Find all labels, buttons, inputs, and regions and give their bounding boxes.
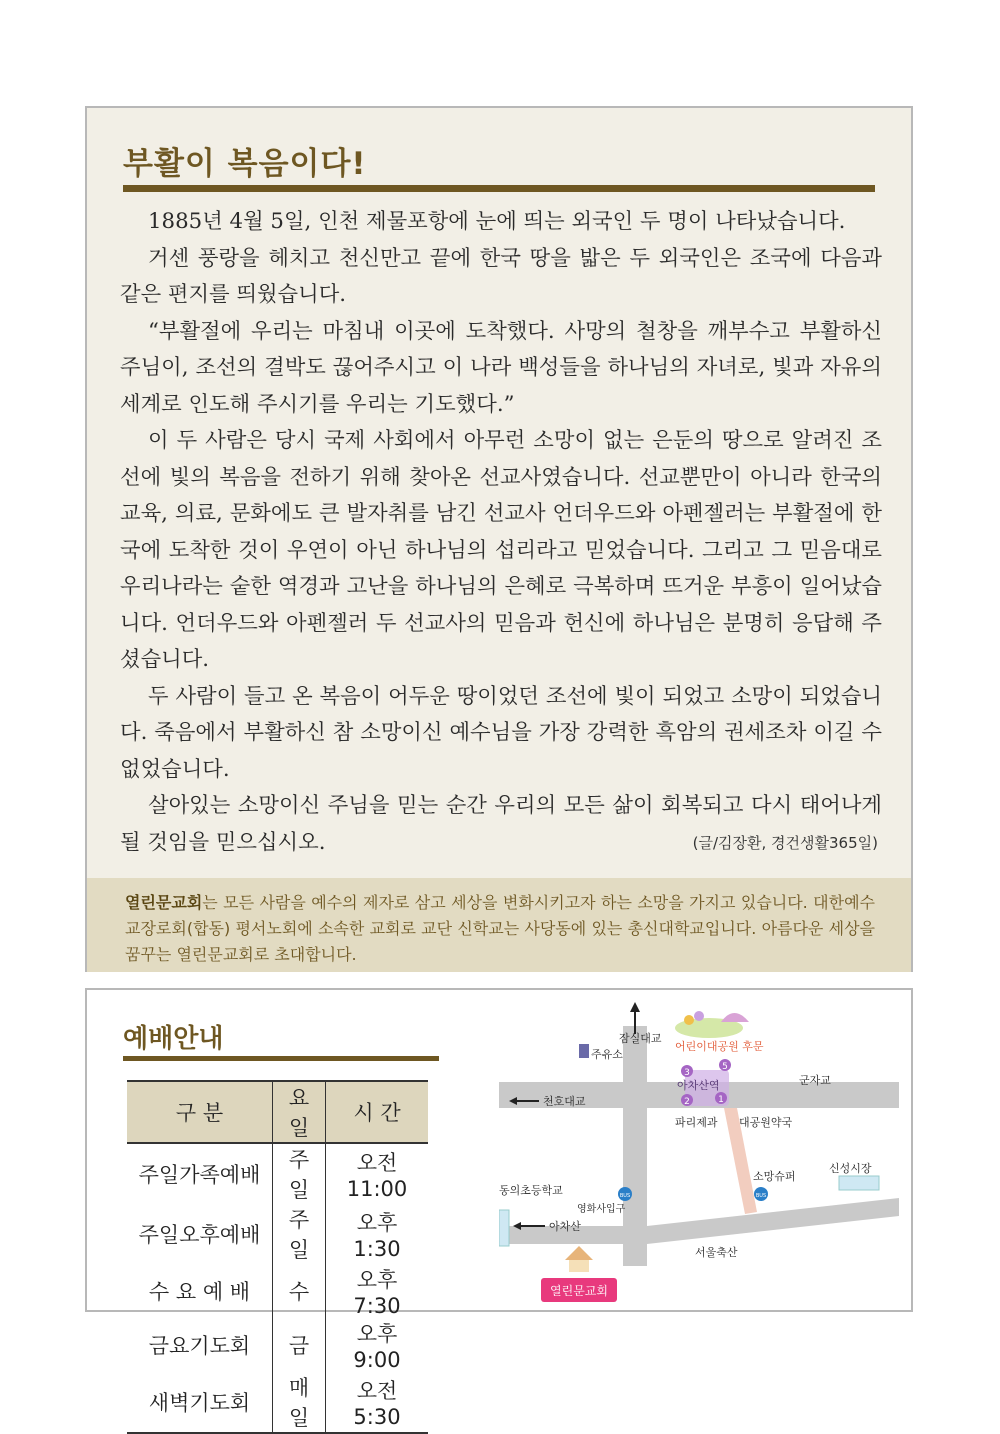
- worship-schedule-table: [127, 1080, 428, 1434]
- umbrella-icon: [721, 1013, 749, 1022]
- paragraph-5: 두 사람이 들고 온 복음이 어두운 땅이었던 조선에 빛이 되었고 소망이 되었습니다. 죽음에서 부활하신 참 소망이신 예수님을 가장 강력한 흑암의 권세조차 이길 수 없었습니다.: [120, 683, 882, 782]
- service-day: 매일: [273, 1372, 326, 1433]
- service-time: 오후 9:00: [326, 1318, 429, 1372]
- article-body: [120, 204, 882, 861]
- exit-2-label: 2: [684, 1097, 690, 1107]
- label-shinseong-market: 신성시장: [829, 1162, 872, 1175]
- arrow-head-icon: [630, 1002, 640, 1012]
- service-name: 주일가족예배: [138, 1163, 261, 1187]
- table-row: [127, 1264, 428, 1318]
- table-row: [127, 1372, 428, 1433]
- service-name: 주일오후예배: [138, 1223, 261, 1247]
- label-seoul-butcher: 서울축산: [695, 1246, 738, 1259]
- service-time: 오전11:00: [326, 1143, 429, 1204]
- gas-pump-icon: [579, 1044, 589, 1058]
- table-row: [127, 1143, 428, 1204]
- label-elementary-school: 동의초등학교: [499, 1184, 563, 1197]
- bus-stop-label: BUS: [619, 1193, 631, 1199]
- service-name: 금요기도회: [148, 1334, 251, 1358]
- balloon-icon: [694, 1011, 704, 1021]
- label-pharmacy: 대공원약국: [739, 1116, 793, 1129]
- service-day: 주일: [273, 1143, 326, 1204]
- table-row: [127, 1204, 428, 1264]
- table-row: [127, 1318, 428, 1372]
- paragraph-6-text: 살아있는 소망이신 주님을 믿는 순간 우리의 모든 삶이 회복되고 다시 태어나게 될 것임을 믿으십시오.: [120, 793, 882, 855]
- service-day: 주일: [273, 1204, 326, 1264]
- service-day: 수: [273, 1264, 326, 1318]
- article-source: (글/김장환, 경건생활365일): [692, 833, 878, 852]
- church-roof-icon: [565, 1246, 593, 1260]
- church-intro-text: 는 모든 사람을 예수의 제자로 삼고 세상을 변화시키고자 하는 소망을 가지고 있습니다. 대한예수교장로회(합동) 평서노회에 소속한 교회로 교단 신학교는 사당동에 있는 총신대학교입니다. 아름다운 세상을 꿈꾸는 열린문교회로 초대합니다.: [125, 893, 875, 964]
- label-park-rear-gate: 어린이대공원 후문: [675, 1040, 764, 1053]
- exit-5-label: 5: [722, 1062, 728, 1072]
- exit-3-label: 3: [684, 1068, 690, 1078]
- service-time: 오전 5:30: [326, 1372, 429, 1433]
- title-underline: [123, 185, 875, 192]
- header-day: 요일: [273, 1081, 326, 1143]
- label-gas-station: 주유소: [591, 1048, 623, 1061]
- label-paris-bakery: 파리제과: [675, 1116, 718, 1129]
- service-time: 오후 7:30: [326, 1264, 429, 1318]
- label-achasan-station: 아차산역: [677, 1079, 720, 1092]
- header-time: 시 간: [326, 1081, 429, 1143]
- label-somang-super: 소망슈퍼: [753, 1170, 796, 1183]
- label-jamsil-bridge: 잠실대교: [619, 1032, 662, 1045]
- header-category: 구 분: [127, 1081, 273, 1143]
- church-name: 열린문교회: [125, 893, 203, 912]
- worship-title: 예배안내: [123, 1024, 224, 1054]
- article-panel: [85, 106, 913, 972]
- church-icon: [569, 1260, 589, 1272]
- market-building: [839, 1176, 879, 1190]
- paragraph-2: 거센 풍랑을 헤치고 천신만고 끝에 한국 땅을 밟은 두 외국인은 조국에 다음과 같은 편지를 띄웠습니다.: [120, 245, 882, 307]
- label-film-studio-entrance: 영화사입구: [577, 1204, 626, 1215]
- paragraph-3: “부활절에 우리는 마침내 이곳에 도착했다. 사망의 철창을 깨부수고 부활하신 주님이, 조선의 결박도 끊어주시고 이 나라 백성들을 하나님의 자녀로, 빛과 자유의 세계로 인도해 주시기를 우리는 기도했다.”: [120, 318, 882, 417]
- side-road: [647, 1198, 899, 1244]
- school-building: [499, 1210, 509, 1246]
- church-intro-note: [87, 878, 911, 972]
- article-title: 부활이 복음이다!: [123, 146, 367, 182]
- church-location-map: [499, 998, 899, 1310]
- service-name: 새벽기도회: [127, 1372, 273, 1433]
- label-achasan: 아차산: [549, 1220, 581, 1233]
- label-church: 열린문교회: [550, 1284, 608, 1298]
- service-day: 금: [273, 1318, 326, 1372]
- paragraph-6: [120, 788, 882, 861]
- balloon-icon: [684, 1015, 694, 1025]
- label-gunja-bridge: 군자교: [799, 1074, 831, 1087]
- label-cheonho-bridge: 천호대교: [543, 1095, 586, 1108]
- table-header-row: [127, 1081, 428, 1143]
- exit-1-label: 1: [718, 1095, 724, 1105]
- worship-panel: [85, 988, 913, 1430]
- paragraph-1: 1885년 4월 5일, 인천 제물포항에 눈에 띄는 외국인 두 명이 나타났습니다.: [148, 209, 846, 234]
- service-time: 오후 1:30: [326, 1204, 429, 1264]
- bus-stop-label: BUS: [755, 1193, 767, 1199]
- service-name: 수 요 예 배: [148, 1280, 251, 1304]
- paragraph-4: 이 두 사람은 당시 국제 사회에서 아무런 소망이 없는 은둔의 땅으로 알려진 조선에 빛의 복음을 전하기 위해 찾아온 선교사였습니다. 선교뿐만이 아니라 한국의 교육, 의료, 문화에도 큰 발자취를 남긴 선교사 언더우드와 아펜젤러는 부활절에 한국에 도착한 것이 우연이 아닌 하나님의 섭리라고 믿었습니다. 그리고 그 믿음대로 우리나라는 숱한 역경과 고난을 하나님의 은혜로 극복하며 뜨거운 부흥이 일어났습니다. 언더우드와 아펜젤러 두 선교사의 믿음과 헌신에 하나님은 분명히 응답해 주셨습니다.: [120, 428, 882, 672]
- worship-title-underline: [123, 1056, 439, 1061]
